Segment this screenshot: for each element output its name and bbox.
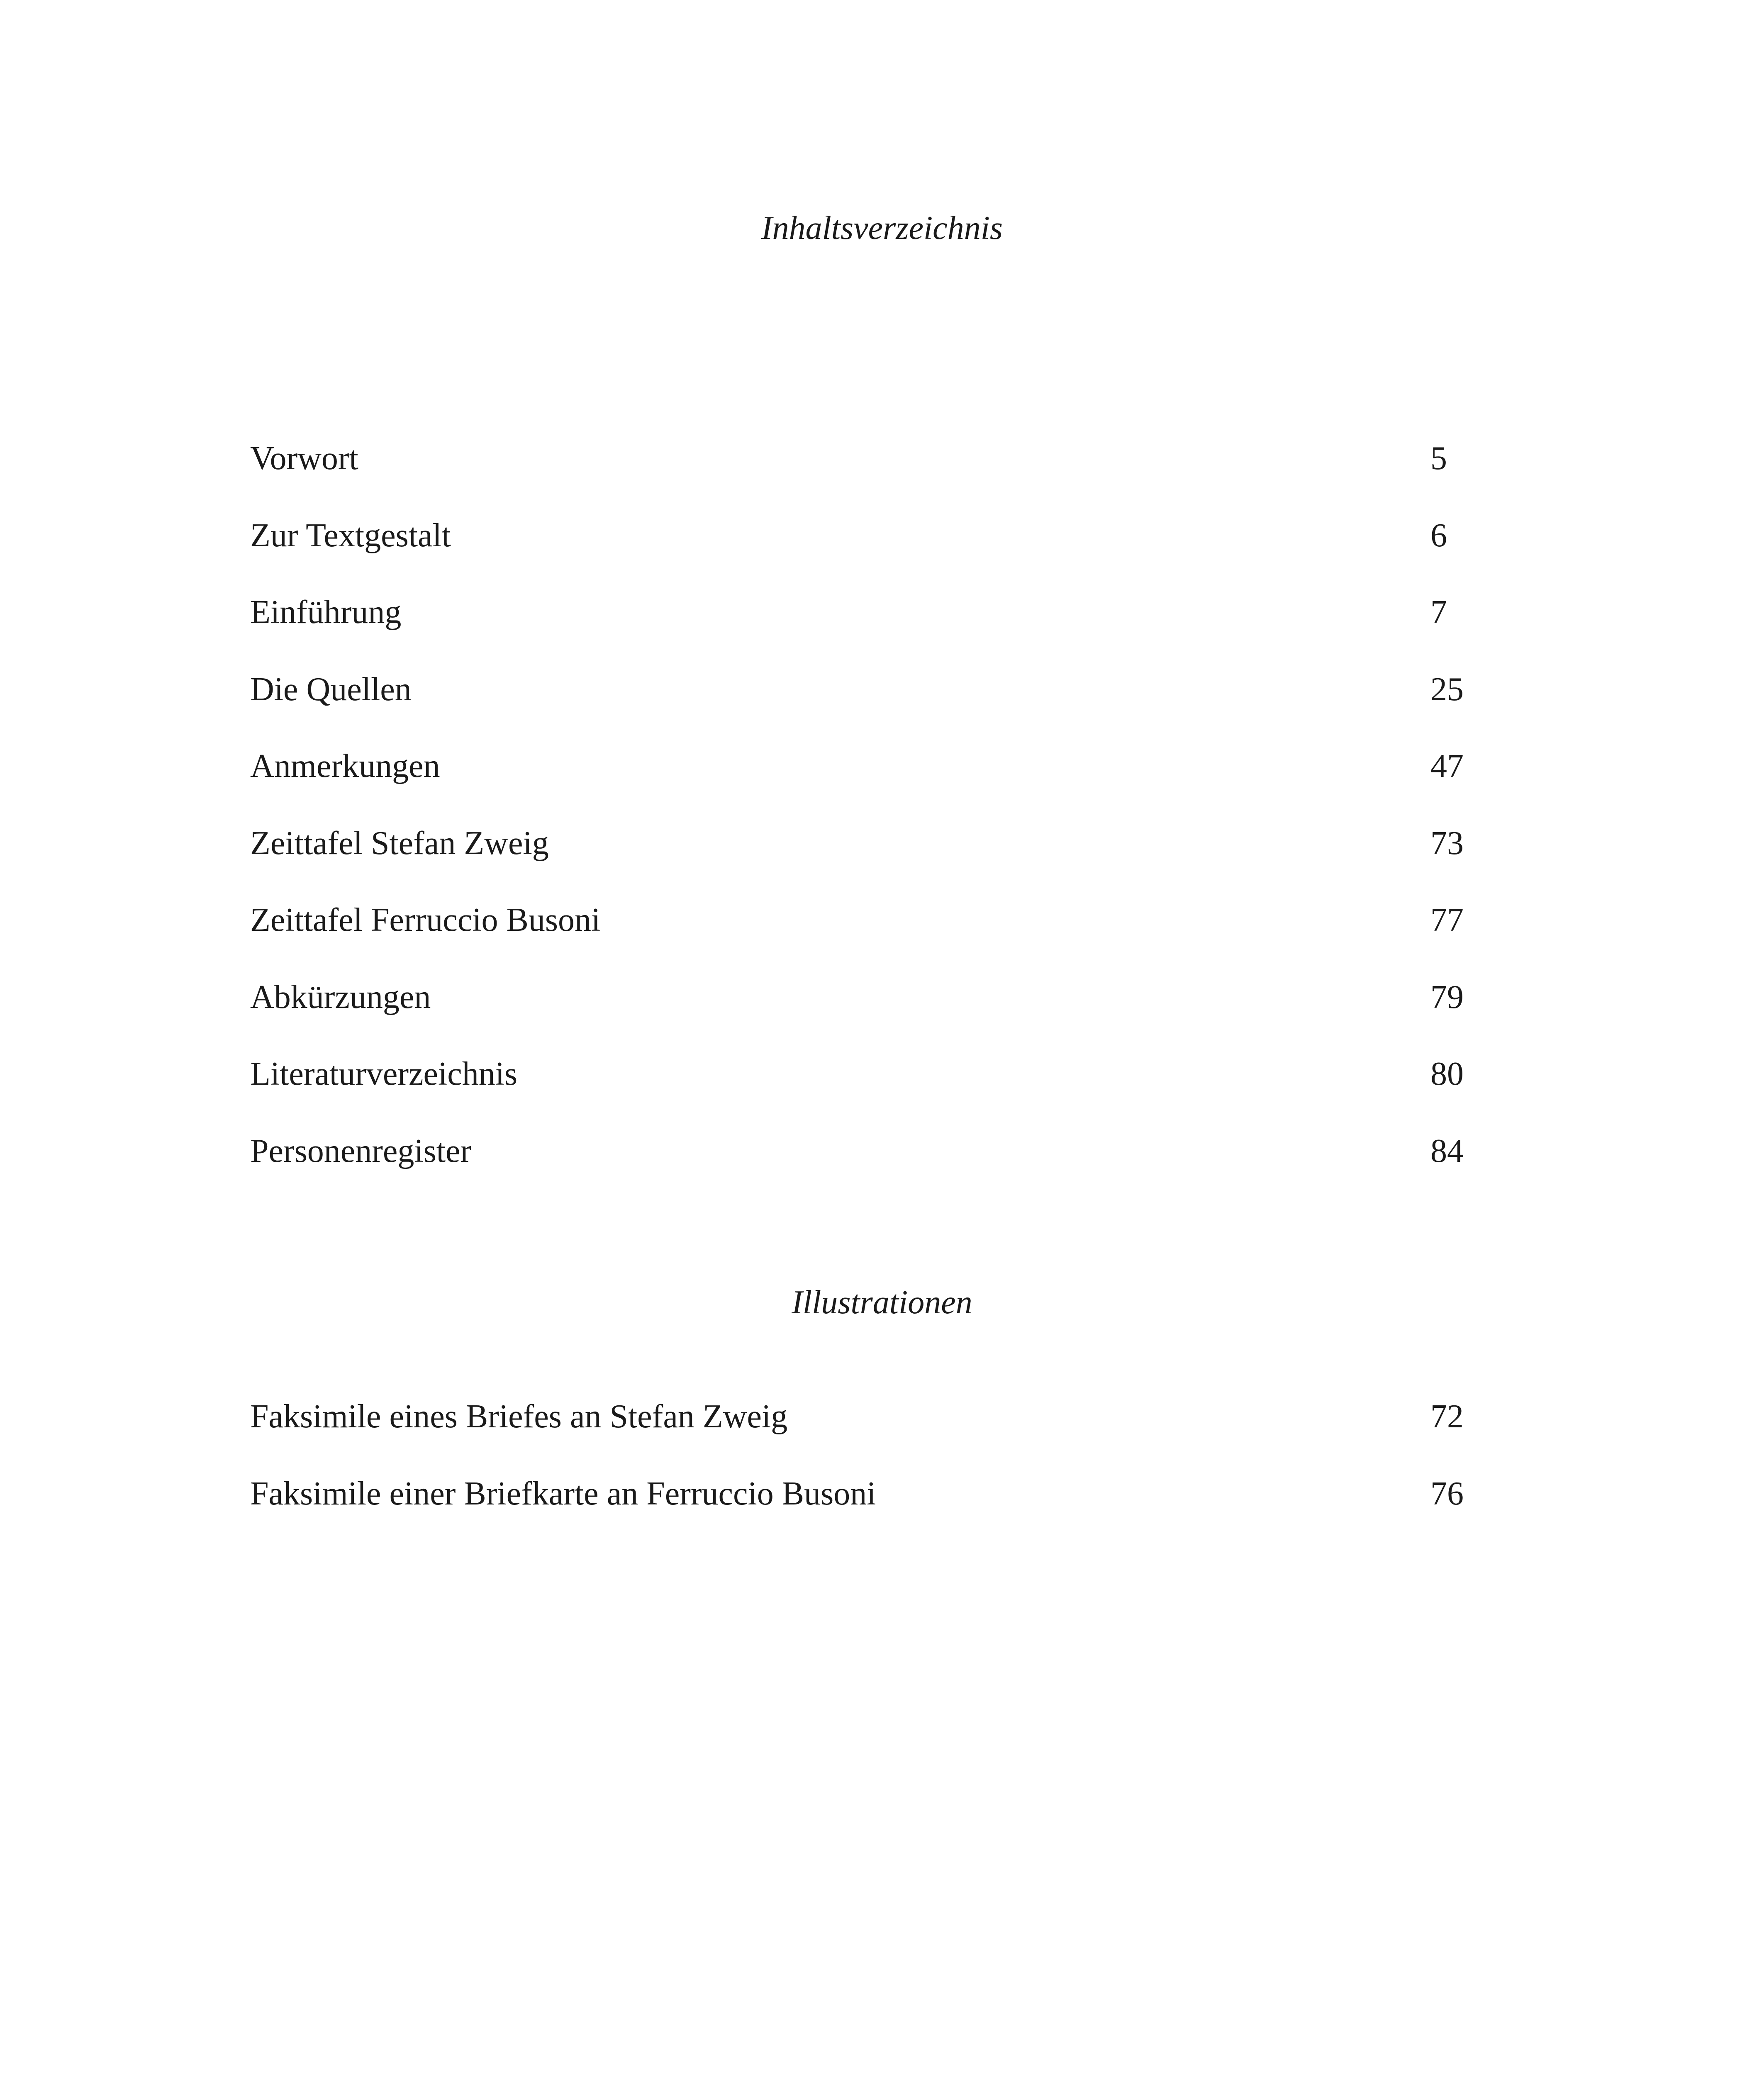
toc-entry-page: 47	[1430, 748, 1464, 784]
toc-list	[250, 442, 1462, 1211]
toc-entry	[250, 442, 1462, 519]
toc-entry-title: Zeittafel Stefan Zweig	[250, 825, 549, 862]
toc-entry-page: 79	[1430, 979, 1464, 1015]
illustration-entry-title: Faksimile eines Briefes an Stefan Zweig	[250, 1398, 788, 1435]
toc-entry-page: 80	[1430, 1056, 1464, 1092]
illustrations-list	[250, 1400, 1462, 1554]
toc-entry	[250, 903, 1462, 981]
toc-entry	[250, 981, 1462, 1058]
toc-entry-page: 77	[1430, 902, 1464, 938]
toc-entry	[250, 1057, 1462, 1134]
toc-entry	[250, 750, 1462, 827]
toc-entry	[250, 673, 1462, 750]
illustration-entry-page: 72	[1430, 1398, 1464, 1435]
toc-entry	[250, 1134, 1462, 1212]
toc-entry	[250, 827, 1462, 904]
toc-entry-title: Abkürzungen	[250, 979, 431, 1015]
toc-entry-title: Anmerkungen	[250, 748, 440, 784]
illustration-entry	[250, 1477, 1462, 1554]
toc-entry-title: Zeittafel Ferruccio Busoni	[250, 902, 601, 938]
toc-heading: Inhaltsverzeichnis	[761, 210, 1003, 246]
illustration-entry-page: 76	[1430, 1475, 1464, 1512]
toc-entry-page: 73	[1430, 825, 1464, 862]
toc-entry-title: Einführung	[250, 594, 402, 630]
illustrations-heading: Illustrationen	[792, 1284, 972, 1321]
toc-entry-page: 6	[1430, 517, 1447, 554]
toc-entry-title: Vorwort	[250, 440, 358, 477]
illustration-entry-title: Faksimile einer Briefkarte an Ferruccio Busoni	[250, 1475, 876, 1512]
toc-entry-title: Literaturverzeichnis	[250, 1056, 518, 1092]
toc-entry-title: Personenregister	[250, 1132, 472, 1169]
illustration-entry	[250, 1400, 1462, 1477]
toc-entry-title: Zur Textgestalt	[250, 517, 451, 554]
toc-entry-page: 5	[1430, 440, 1447, 477]
toc-entry-page: 7	[1430, 594, 1447, 630]
toc-entry-page: 25	[1430, 671, 1464, 708]
toc-entry-page: 84	[1430, 1132, 1464, 1169]
toc-entry	[250, 519, 1462, 596]
toc-entry	[250, 596, 1462, 673]
toc-entry-title: Die Quellen	[250, 671, 412, 708]
